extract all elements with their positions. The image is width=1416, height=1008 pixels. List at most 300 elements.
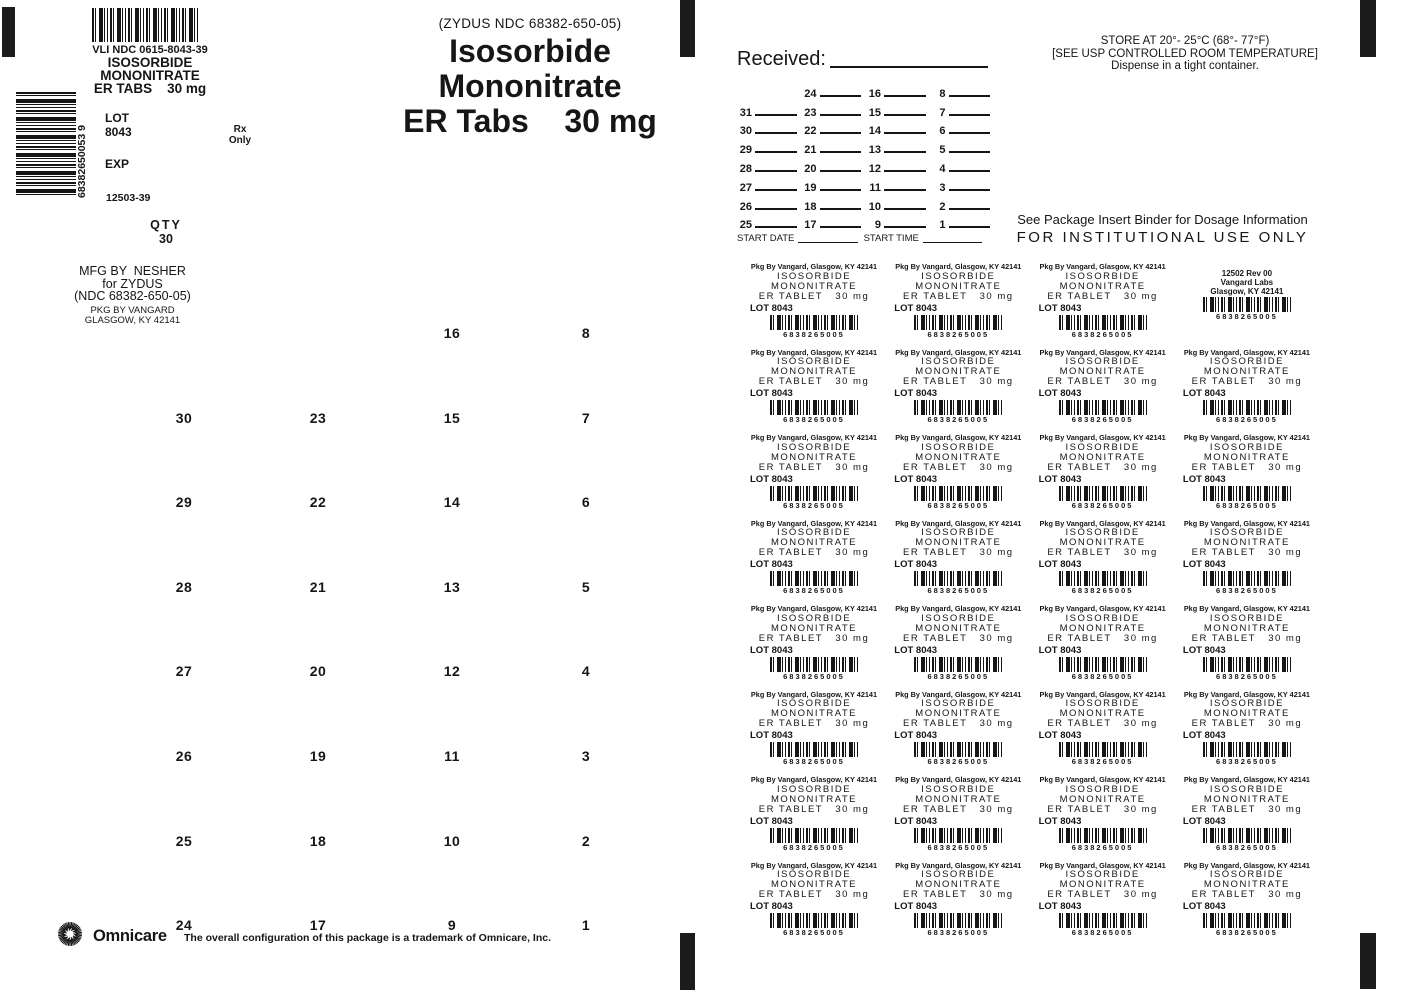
qty-label: QTY xyxy=(150,218,182,232)
unit-dose-label xyxy=(894,862,1022,938)
blister-cell-number: 30 xyxy=(175,409,193,426)
barcode-number: 6838265005 xyxy=(1071,586,1134,595)
unit-label-drug-name: MONONITRATE xyxy=(1059,879,1146,890)
unit-label-drug-name: MONONITRATE xyxy=(1059,622,1146,634)
unit-label-strength: ER TABLET 30 mg xyxy=(1191,547,1303,558)
unit-dose-label xyxy=(894,520,1022,596)
unit-label-pkg-by: Pkg By Vangard, Glasgow, KY 42141 xyxy=(750,262,878,271)
barcode xyxy=(1059,742,1147,757)
received-label: Received: xyxy=(737,48,826,70)
barcode-number: 6838265005 xyxy=(927,415,990,424)
unit-label-drug-name: MONONITRATE xyxy=(915,879,1002,890)
institutional-use-note: FOR INSTITUTIONAL USE ONLY xyxy=(1016,229,1309,246)
unit-dose-label xyxy=(894,776,1022,852)
unit-label-lot: LOT 8043 xyxy=(750,388,793,399)
unit-label-lot: LOT 8043 xyxy=(894,388,938,399)
unit-label-pkg-by: Pkg By Vangard, Glasgow, KY 42141 xyxy=(1039,347,1166,357)
calendar-day-number: 3 xyxy=(939,181,946,194)
blister-cell-number: 22 xyxy=(309,494,327,511)
barcode-number: 6838265005 xyxy=(1071,842,1134,852)
drug-name-line: ISOSORBIDE xyxy=(107,55,193,70)
unit-dose-label xyxy=(894,605,1022,681)
unit-label-pkg-by: Pkg By Vangard, Glasgow, KY 42141 xyxy=(1183,775,1310,784)
unit-label-drug-name: MONONITRATE xyxy=(771,793,857,805)
unit-label-lot: LOT 8043 xyxy=(1038,559,1082,570)
unit-dose-label xyxy=(1039,691,1167,767)
unit-label-lot: LOT 8043 xyxy=(1182,388,1226,399)
unit-dose-label xyxy=(750,862,878,938)
unit-label-drug-name: ISOSORBIDE xyxy=(1209,783,1284,795)
unit-label-strength: ER TABLET 30 mg xyxy=(1191,461,1303,473)
unit-label-pkg-by: Pkg By Vangard, Glasgow, KY 42141 xyxy=(750,775,878,784)
barcode-number: 6838265005 xyxy=(1216,842,1278,852)
barcode xyxy=(1203,657,1291,672)
unit-label-strength: ER TABLET 30 mg xyxy=(903,547,1014,558)
barcode xyxy=(770,571,858,586)
unit-label-pkg-by: Pkg By Vangard, Glasgow, KY 42141 xyxy=(750,604,878,613)
blister-cell-number: 7 xyxy=(581,409,591,426)
unit-label-lot: LOT 8043 xyxy=(750,730,793,741)
barcode xyxy=(1059,571,1147,586)
blister-cell-number: 17 xyxy=(309,917,327,934)
unit-label-pkg-by: Pkg By Vangard, Glasgow, KY 42141 xyxy=(1039,689,1166,699)
unit-label-drug-name: MONONITRATE xyxy=(771,622,857,634)
barcode-number: 6838265005 xyxy=(783,586,845,595)
unit-label-lot: LOT 8043 xyxy=(1182,473,1226,485)
unit-label-strength: ER TABLET 30 mg xyxy=(1047,290,1158,302)
unit-label-pkg-by: Pkg By Vangard, Glasgow, KY 42141 xyxy=(1183,433,1310,442)
unit-label-drug-name: ISOSORBIDE xyxy=(1209,441,1284,453)
blister-cell-number: 20 xyxy=(309,663,327,680)
unit-dose-label xyxy=(1039,434,1167,510)
calendar-day-number: 2 xyxy=(939,200,946,213)
calendar-day-number: 30 xyxy=(739,125,752,138)
barcode xyxy=(1059,657,1147,672)
unit-label-strength: ER TABLET 30 mg xyxy=(1047,632,1158,644)
unit-label-strength: ER TABLET 30 mg xyxy=(1047,803,1158,815)
unit-dose-label xyxy=(1183,691,1311,767)
barcode-number: 6838265005 xyxy=(1071,671,1134,681)
unit-label-drug-name: MONONITRATE xyxy=(1203,708,1290,719)
unit-label-drug-name: ISOSORBIDE xyxy=(1065,270,1140,282)
unit-label-drug-name: MONONITRATE xyxy=(771,537,857,548)
unit-label-drug-name: ISOSORBIDE xyxy=(1065,698,1140,709)
barcode xyxy=(770,657,858,672)
unit-label-lot: LOT 8043 xyxy=(1182,730,1226,741)
unit-label-drug-name: ISOSORBIDE xyxy=(921,270,996,282)
unit-label-lot: LOT 8043 xyxy=(894,730,938,741)
unit-label-drug-name: ISOSORBIDE xyxy=(776,698,852,709)
barcode-number: 6838265005 xyxy=(1216,671,1278,681)
rx-line: Only xyxy=(228,135,252,146)
blister-cell-number: 25 xyxy=(175,832,193,849)
unit-label-strength: ER TABLET 30 mg xyxy=(903,376,1014,387)
blister-cell-number: 10 xyxy=(443,832,461,849)
unit-dose-label xyxy=(1183,605,1311,681)
unit-label-pkg-by: Pkg By Vangard, Glasgow, KY 42141 xyxy=(1183,518,1310,528)
blister-cell-number: 21 xyxy=(309,578,327,595)
blister-cell-number: 24 xyxy=(175,917,193,934)
unit-label-lot: LOT 8043 xyxy=(894,559,938,570)
unit-label-pkg-by: Pkg By Vangard, Glasgow, KY 42141 xyxy=(1183,604,1310,613)
unit-label-lot: LOT 8043 xyxy=(750,559,793,570)
barcode-number: 6838265005 xyxy=(927,928,990,937)
barcode xyxy=(1059,913,1147,928)
unit-label-drug-name: ISOSORBIDE xyxy=(776,441,852,453)
calendar-day-number: 4 xyxy=(939,162,946,175)
unit-label-pkg-by: Pkg By Vangard, Glasgow, KY 42141 xyxy=(1039,604,1166,613)
calendar-day-number: 13 xyxy=(868,144,881,157)
unit-label-drug-name: MONONITRATE xyxy=(915,451,1002,463)
unit-dose-label xyxy=(1039,605,1167,681)
unit-label-lot: LOT 8043 xyxy=(750,644,793,656)
blister-cell-number: 16 xyxy=(443,325,461,341)
barcode-number: 6838265005 xyxy=(1071,500,1134,510)
blister-cell-number: 19 xyxy=(309,748,327,764)
unit-label-drug-name: ISOSORBIDE xyxy=(1209,869,1284,880)
side-barcode-number: 68382650053 9 xyxy=(76,125,88,198)
barcode xyxy=(914,571,1002,586)
unit-dose-label xyxy=(750,691,878,767)
calendar-day-number: 15 xyxy=(868,106,881,119)
calendar-day-number: 25 xyxy=(739,219,752,232)
unit-label-drug-name: ISOSORBIDE xyxy=(1065,869,1140,880)
barcode xyxy=(1203,486,1291,501)
barcode-number: 6838265005 xyxy=(1216,312,1278,322)
unit-label-drug-name: ISOSORBIDE xyxy=(1065,783,1140,795)
unit-dose-label xyxy=(894,434,1022,510)
unit-label-strength: ER TABLET 30 mg xyxy=(1191,376,1303,387)
calendar-day-number: 12 xyxy=(868,162,881,175)
unit-label-lot: LOT 8043 xyxy=(1038,815,1082,827)
barcode-number: 6838265005 xyxy=(783,928,845,937)
calendar-day-number: 17 xyxy=(804,219,817,232)
unit-label-lot: LOT 8043 xyxy=(1038,302,1082,314)
unit-label-drug-name: ISOSORBIDE xyxy=(921,356,996,367)
drug-name-line: MONONITRATE xyxy=(100,68,200,83)
unit-label-pkg-by: Pkg By Vangard, Glasgow, KY 42141 xyxy=(895,347,1022,357)
unit-label-pkg-by: Pkg By Vangard, Glasgow, KY 42141 xyxy=(895,604,1022,613)
unit-label-drug-name: ISOSORBIDE xyxy=(1065,356,1140,367)
blister-cell-number: 29 xyxy=(175,494,193,511)
unit-label-drug-name: MONONITRATE xyxy=(771,366,857,377)
unit-label-strength: ER TABLET 30 mg xyxy=(758,889,870,900)
unit-label-lot: LOT 8043 xyxy=(894,302,938,314)
unit-label-pkg-by: Pkg By Vangard, Glasgow, KY 42141 xyxy=(750,518,878,528)
unit-label-drug-name: MONONITRATE xyxy=(1059,280,1146,292)
pkg-by-line: PKG BY VANGARD xyxy=(90,304,175,316)
unit-label-drug-name: ISOSORBIDE xyxy=(1065,612,1140,624)
unit-dose-label xyxy=(750,349,878,425)
calendar-day-number: 7 xyxy=(939,106,946,119)
blister-cell-number: 6 xyxy=(581,494,591,511)
unit-dose-label xyxy=(750,776,878,852)
qty-value: 30 xyxy=(159,232,173,246)
unit-dose-label xyxy=(1183,349,1311,425)
unit-label-pkg-by: Pkg By Vangard, Glasgow, KY 42141 xyxy=(1183,860,1310,870)
barcode-number: 6838265005 xyxy=(1071,757,1134,766)
barcode-number: 6838265005 xyxy=(927,757,990,766)
unit-label-drug-name: MONONITRATE xyxy=(771,451,857,463)
unit-label-pkg-by: Pkg By Vangard, Glasgow, KY 42141 xyxy=(1039,433,1166,442)
unit-label-drug-name: ISOSORBIDE xyxy=(776,527,852,538)
barcode-number: 6838265005 xyxy=(1216,757,1278,766)
unit-label-pkg-by: Pkg By Vangard, Glasgow, KY 42141 xyxy=(750,433,878,442)
drug-strength-line: ER TABS 30 mg xyxy=(93,81,207,96)
storage-line: [SEE USP CONTROLLED ROOM TEMPERATURE] xyxy=(1052,47,1318,60)
unit-label-strength: ER TABLET 30 mg xyxy=(1047,889,1158,900)
trademark-note: The overall configuration of this package is a trademark of Omnicare, Inc. xyxy=(184,932,552,944)
unit-label-pkg-by: Pkg By Vangard, Glasgow, KY 42141 xyxy=(1039,262,1166,271)
unit-label-drug-name: ISOSORBIDE xyxy=(921,612,996,624)
unit-label-pkg-by: Pkg By Vangard, Glasgow, KY 42141 xyxy=(895,775,1022,784)
unit-label-drug-name: MONONITRATE xyxy=(1059,451,1146,463)
unit-label-pkg-by: Pkg By Vangard, Glasgow, KY 42141 xyxy=(895,518,1022,528)
calendar-day-number: 31 xyxy=(739,106,752,119)
calendar-day-number: 29 xyxy=(739,144,752,157)
unit-label-lot: LOT 8043 xyxy=(1038,473,1082,485)
unit-label-drug-name: ISOSORBIDE xyxy=(1065,527,1140,538)
unit-label-strength: ER TABLET 30 mg xyxy=(903,718,1014,729)
calendar-day-number: 6 xyxy=(939,125,946,138)
barcode xyxy=(1203,828,1291,843)
unit-label-drug-name: ISOSORBIDE xyxy=(776,612,852,624)
rx-line: Rx xyxy=(233,124,247,135)
unit-label-drug-name: MONONITRATE xyxy=(915,537,1002,548)
barcode-number: 6838265005 xyxy=(1071,329,1134,339)
lot-label: LOT xyxy=(105,111,129,125)
exp-label: EXP xyxy=(105,157,130,171)
unit-label-strength: ER TABLET 30 mg xyxy=(1047,718,1158,729)
unit-dose-label xyxy=(750,263,878,339)
unit-label-lot: LOT 8043 xyxy=(750,901,793,912)
unit-label-drug-name: ISOSORBIDE xyxy=(921,698,996,709)
barcode xyxy=(1203,297,1291,312)
unit-label-drug-name: MONONITRATE xyxy=(1059,708,1146,719)
calendar-day-number: 21 xyxy=(804,144,817,157)
unit-dose-label xyxy=(894,349,1022,425)
mfg-line: for ZYDUS xyxy=(102,276,163,291)
barcode-number: 6838265005 xyxy=(783,757,845,766)
unit-label-pkg-by: Pkg By Vangard, Glasgow, KY 42141 xyxy=(1039,518,1166,528)
unit-dose-label xyxy=(1039,263,1167,339)
blister-cell-number: 12 xyxy=(443,663,461,680)
unit-label-strength: ER TABLET 30 mg xyxy=(758,803,870,815)
barcode xyxy=(770,400,858,415)
unit-label-drug-name: ISOSORBIDE xyxy=(776,783,852,795)
barcode xyxy=(1203,571,1291,586)
calendar-day-number: 19 xyxy=(804,181,817,194)
barcode xyxy=(1059,400,1147,415)
unit-label-drug-name: ISOSORBIDE xyxy=(1209,612,1284,624)
omnicare-wordmark: Omnicare xyxy=(93,927,167,945)
unit-label-lot: LOT 8043 xyxy=(1038,901,1082,912)
unit-label-lot: LOT 8043 xyxy=(1182,901,1226,912)
unit-label-lot: LOT 8043 xyxy=(1038,644,1082,656)
unit-label-drug-name: ISOSORBIDE xyxy=(921,869,996,880)
unit-label-lot: LOT 8043 xyxy=(894,815,938,827)
unit-label-drug-name: MONONITRATE xyxy=(1203,793,1290,805)
blister-cell-number: 11 xyxy=(444,748,460,764)
blister-cell-number: 3 xyxy=(581,748,591,764)
title-ndc: (ZYDUS NDC 68382-650-05) xyxy=(438,16,622,31)
unit-label-drug-name: MONONITRATE xyxy=(1203,879,1290,890)
unit-dose-label xyxy=(1183,434,1311,510)
calendar-day-number: 18 xyxy=(804,200,817,213)
calendar-day-number: 24 xyxy=(804,87,817,100)
unit-label-drug-name: MONONITRATE xyxy=(1203,451,1290,463)
blister-cell-number: 23 xyxy=(309,409,327,426)
unit-label-strength: ER TABLET 30 mg xyxy=(903,290,1014,302)
unit-label-drug-name: MONONITRATE xyxy=(1059,366,1146,377)
unit-label-drug-name: ISOSORBIDE xyxy=(921,527,996,538)
unit-label-drug-name: MONONITRATE xyxy=(1203,366,1290,377)
unit-label-drug-name: MONONITRATE xyxy=(771,708,857,719)
barcode xyxy=(770,315,858,330)
blister-cell-number: 15 xyxy=(443,409,461,426)
calendar-day-number: 9 xyxy=(874,219,881,232)
barcode-number: 6838265005 xyxy=(1216,586,1278,595)
barcode-number: 6838265005 xyxy=(783,500,845,510)
blister-cell-number: 9 xyxy=(447,917,457,934)
barcode-number: 6838265005 xyxy=(927,842,990,852)
unit-label-drug-name: MONONITRATE xyxy=(915,622,1002,634)
calendar-day-number: 5 xyxy=(939,144,946,157)
unit-label-pkg-by: Pkg By Vangard, Glasgow, KY 42141 xyxy=(1183,689,1310,699)
unit-label-strength: ER TABLET 30 mg xyxy=(758,632,870,644)
calendar-day-number: 10 xyxy=(868,200,881,213)
unit-label-pkg-by: Pkg By Vangard, Glasgow, KY 42141 xyxy=(750,689,878,699)
unit-label-strength: ER TABLET 30 mg xyxy=(1047,376,1158,387)
unit-label-strength: ER TABLET 30 mg xyxy=(1191,803,1303,815)
calendar-day-number: 28 xyxy=(739,162,752,175)
unit-dose-label xyxy=(894,263,1022,339)
barcode-number: 6838265005 xyxy=(1216,500,1278,510)
unit-dose-label xyxy=(1039,776,1167,852)
unit-label-pkg-by: Pkg By Vangard, Glasgow, KY 42141 xyxy=(750,860,878,870)
calendar-day-number: 20 xyxy=(804,162,817,175)
rev-label-line: Vangard Labs xyxy=(1220,277,1274,287)
barcode-number: 6838265005 xyxy=(1071,415,1134,424)
unit-label-pkg-by: Pkg By Vangard, Glasgow, KY 42141 xyxy=(1183,347,1310,357)
barcode xyxy=(914,828,1002,843)
barcode xyxy=(914,913,1002,928)
unit-label-pkg-by: Pkg By Vangard, Glasgow, KY 42141 xyxy=(1039,860,1166,870)
unit-label-lot: LOT 8043 xyxy=(750,815,793,827)
lot-value: 8043 xyxy=(105,125,132,139)
barcode xyxy=(1059,828,1147,843)
unit-dose-label xyxy=(1183,520,1311,596)
unit-label-drug-name: ISOSORBIDE xyxy=(1065,441,1140,453)
unit-label-strength: ER TABLET 30 mg xyxy=(758,718,870,729)
unit-label-drug-name: ISOSORBIDE xyxy=(921,783,996,795)
blister-cell-number: 5 xyxy=(581,578,591,595)
barcode xyxy=(1059,315,1147,330)
unit-label-drug-name: ISOSORBIDE xyxy=(776,356,852,367)
barcode-number: 6838265005 xyxy=(927,586,990,595)
storage-line: Dispense in a tight container. xyxy=(1111,60,1259,72)
unit-dose-label xyxy=(894,691,1022,767)
unit-dose-label xyxy=(1183,776,1311,852)
calendar-day-number: 14 xyxy=(868,125,881,138)
unit-label-drug-name: ISOSORBIDE xyxy=(1209,698,1284,709)
unit-label-strength: ER TABLET 30 mg xyxy=(1047,547,1158,558)
barcode-number: 6838265005 xyxy=(783,415,845,424)
unit-dose-label xyxy=(1039,520,1167,596)
unit-label-pkg-by: Pkg By Vangard, Glasgow, KY 42141 xyxy=(895,433,1022,442)
calendar-day-number: 1 xyxy=(939,219,946,232)
barcode xyxy=(1203,913,1291,928)
unit-label-pkg-by: Pkg By Vangard, Glasgow, KY 42141 xyxy=(895,689,1022,699)
barcode-number: 6838265005 xyxy=(1216,415,1278,424)
unit-label-strength: ER TABLET 30 mg xyxy=(758,376,870,387)
unit-label-drug-name: MONONITRATE xyxy=(915,280,1002,292)
calendar-day-number: 8 xyxy=(939,87,946,100)
unit-dose-label xyxy=(1039,349,1167,425)
blister-cell-number: 8 xyxy=(581,325,591,341)
calendar-day-number: 26 xyxy=(739,200,752,213)
unit-label-drug-name: MONONITRATE xyxy=(1203,537,1290,548)
unit-label-strength: ER TABLET 30 mg xyxy=(903,803,1014,815)
unit-dose-label xyxy=(750,434,878,510)
storage-line: STORE AT 20°- 25°C (68°- 77°F) xyxy=(1100,35,1270,47)
unit-label-drug-name: ISOSORBIDE xyxy=(776,869,852,880)
unit-label-drug-name: MONONITRATE xyxy=(915,708,1002,719)
blister-cell-number: 2 xyxy=(581,832,591,849)
rev-label-line: 12502 Rev 00 xyxy=(1221,269,1273,278)
mfg-line: MFG BY NESHER xyxy=(79,264,186,278)
unit-label-lot: LOT 8043 xyxy=(750,473,793,485)
unit-label-strength: ER TABLET 30 mg xyxy=(758,461,870,473)
unit-dose-label xyxy=(750,520,878,596)
unit-label-pkg-by: Pkg By Vangard, Glasgow, KY 42141 xyxy=(895,860,1022,870)
barcode xyxy=(914,486,1002,501)
calendar-day-number: 16 xyxy=(868,87,881,100)
unit-label-drug-name: ISOSORBIDE xyxy=(776,270,852,282)
unit-label-pkg-by: Pkg By Vangard, Glasgow, KY 42141 xyxy=(1039,775,1166,784)
barcode-number: 6838265005 xyxy=(927,671,990,681)
unit-label-strength: ER TABLET 30 mg xyxy=(903,889,1014,900)
unit-label-pkg-by: Pkg By Vangard, Glasgow, KY 42141 xyxy=(750,347,878,357)
unit-dose-label xyxy=(1183,862,1311,938)
unit-label-strength: ER TABLET 30 mg xyxy=(758,290,870,302)
unit-label-lot: LOT 8043 xyxy=(1182,559,1226,570)
calendar-day-number: 22 xyxy=(804,125,817,138)
barcode-number: 6838265005 xyxy=(783,671,845,681)
unit-label-drug-name: MONONITRATE xyxy=(1203,622,1290,634)
barcode-number: 6838265005 xyxy=(1216,928,1278,937)
blister-cell-number: 28 xyxy=(175,578,193,595)
unit-label-lot: LOT 8043 xyxy=(750,302,793,314)
start-date-label: START DATE xyxy=(737,233,795,244)
title-line: Mononitrate xyxy=(438,68,622,104)
rev-code-label xyxy=(1183,263,1311,321)
unit-label-drug-name: MONONITRATE xyxy=(915,366,1002,377)
dosage-note: See Package Insert Binder for Dosage Information xyxy=(1017,212,1308,227)
barcode-number: 6838265005 xyxy=(783,842,845,852)
barcode-number: 6838265005 xyxy=(927,329,990,339)
blister-cell-number: 18 xyxy=(309,832,327,849)
unit-label-lot: LOT 8043 xyxy=(1038,388,1082,399)
unit-label-lot: LOT 8043 xyxy=(894,473,938,485)
item-code: 12503-39 xyxy=(106,192,151,204)
unit-label-lot: LOT 8043 xyxy=(1038,730,1082,741)
unit-label-drug-name: ISOSORBIDE xyxy=(1209,356,1284,367)
unit-label-lot: LOT 8043 xyxy=(894,901,938,912)
barcode xyxy=(1203,400,1291,415)
unit-label-drug-name: MONONITRATE xyxy=(915,793,1002,805)
barcode xyxy=(770,742,858,757)
